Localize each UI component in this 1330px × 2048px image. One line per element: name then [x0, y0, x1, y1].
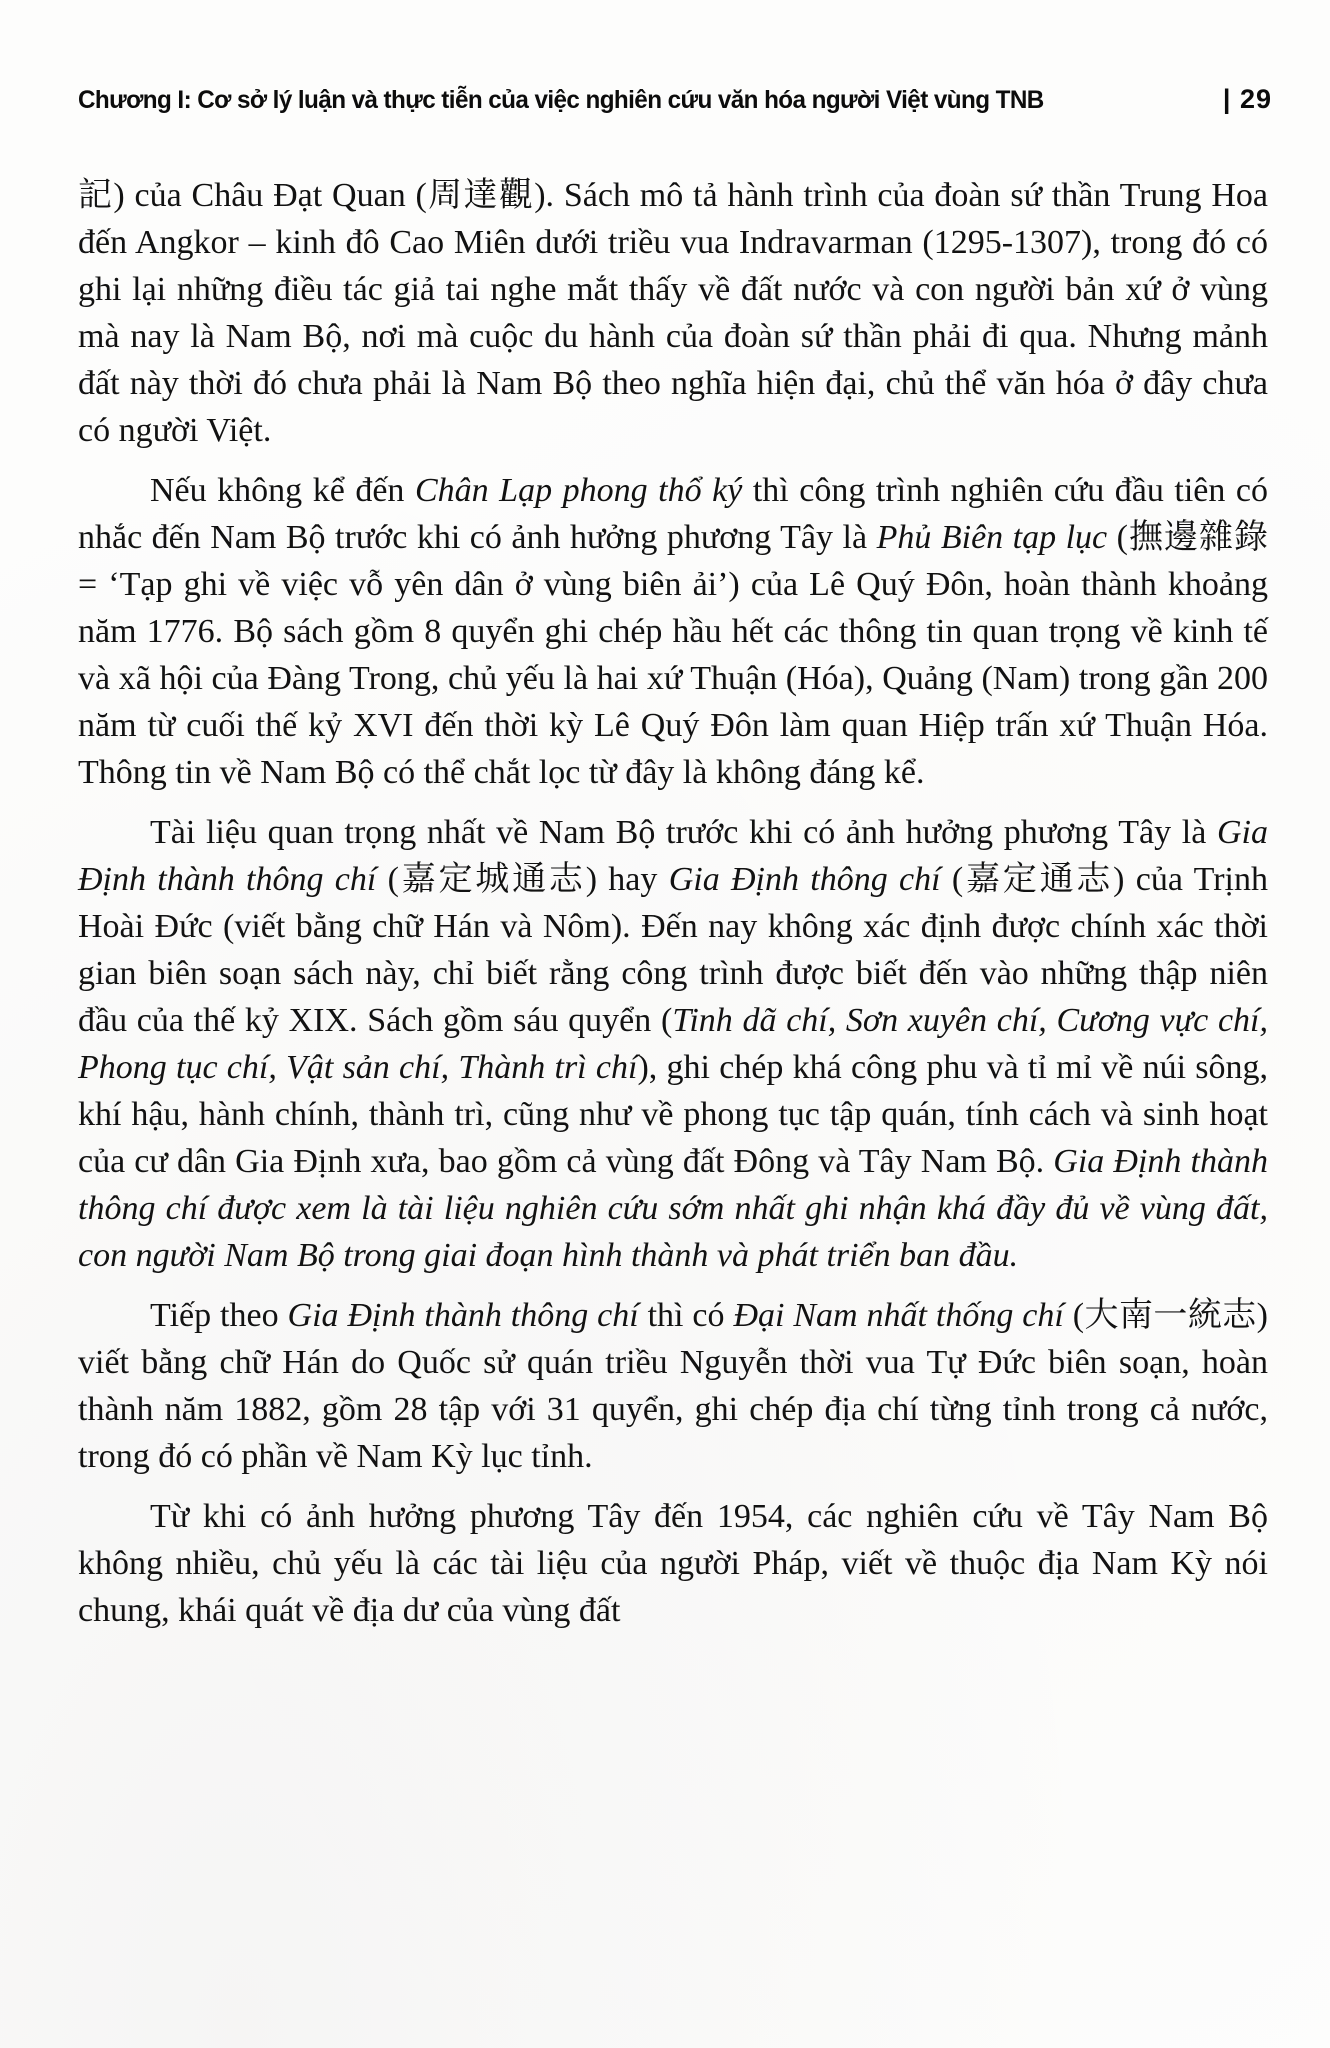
paragraph [78, 172, 1268, 454]
paragraph [78, 467, 1268, 796]
page-body [78, 172, 1268, 1647]
text-run-italic: Gia Định thành thông chí [287, 1297, 639, 1334]
text-run: (嘉定城通志) hay [376, 861, 669, 898]
page-number: | 29 [1222, 84, 1272, 114]
text-run: (嘉定通志) của Trịnh Hoài Đức (viết bằng chữ Hán và Nôm). Đến nay không xác định được chính xác thời gian biên soạn sách này, chỉ biết rằng công trình được biết đến vào những thập niên đầu của thế kỷ XIX. Sách gồm sáu quyển ( [78, 861, 1268, 1039]
text-run: 記) của Châu Đạt Quan (周達觀). Sách mô tả hành trình của đoàn sứ thần Trung Hoa đến Angkor – kinh đô Cao Miên dưới triều vua Indravarman (1295-1307), trong đó có ghi lại những điều tác giả tai nghe mắt thấy về đất nước và con người bản xứ ở vùng mà nay là Nam Bộ, nơi mà cuộc du hành của đoàn sứ thần phải đi qua. Nhưng mảnh đất này thời đó chưa phải là Nam Bộ theo nghĩa hiện đại, chủ thể văn hóa ở đây chưa có người Việt. [78, 177, 1268, 449]
text-run: Nếu không kể đến [150, 472, 415, 509]
text-run: Từ khi có ảnh hưởng phương Tây đến 1954, các nghiên cứu về Tây Nam Bộ không nhiều, chủ yếu là các tài liệu của người Pháp, viết về thuộc địa Nam Kỳ nói chung, khái quát về địa dư của vùng đất [78, 1498, 1268, 1629]
text-run: (大南一統志) viết bằng chữ Hán do Quốc sử quán triều Nguyễn thời vua Tự Đức biên soạn, hoàn thành năm 1882, gồm 28 tập với 31 quyển, ghi chép địa chí từng tỉnh trong cả nước, trong đó có phần về Nam Kỳ lục tỉnh. [78, 1297, 1268, 1475]
text-run-italic: Chân Lạp phong thổ ký [414, 472, 743, 509]
text-run-italic: Đại Nam nhất thống chí [733, 1297, 1064, 1334]
text-run: Tài liệu quan trọng nhất về Nam Bộ trước khi có ảnh hưởng phương Tây là [150, 814, 1217, 851]
paragraph [78, 809, 1268, 1279]
text-run: thì công trình nghiên cứu đầu tiên có nhắc đến Nam Bộ trước khi có ảnh hưởng phương Tây là [78, 472, 1269, 556]
text-run: ), ghi chép khá công phu và tỉ mỉ về núi sông, khí hậu, hành chính, thành trì, cũng như về phong tục tập quán, tính cách và sinh hoạt của cư dân Gia Định xưa, bao gồm cả vùng đất Đông và Tây Nam Bộ. [78, 1049, 1269, 1180]
paragraph [78, 1292, 1268, 1480]
running-head [78, 84, 1272, 115]
text-run: Tiếp theo [150, 1297, 288, 1334]
chapter-header: Chương I: Cơ sở lý luận và thực tiễn của việc nghiên cứu văn hóa người Việt vùng TNB [78, 86, 1044, 114]
text-run-italic: Phủ Biên tạp lục [876, 519, 1108, 556]
text-run-italic: Gia Định thành thông chí [78, 814, 1268, 898]
text-run-italic: Gia Định thành thông chí được xem là tài liệu nghiên cứu sớm nhất ghi nhận khá đầy đủ về vùng đất, con người Nam Bộ trong giai đoạn hình thành và phát triển ban đầu. [78, 1143, 1268, 1274]
paragraph [78, 1493, 1268, 1634]
text-run: thì có [638, 1297, 734, 1334]
text-run-italic: Tinh dã chí, Sơn xuyên chí, Cương vực chí, Phong tục chí, Vật sản chí, Thành trì chí [78, 1002, 1269, 1086]
text-run: (撫邊雜錄 = ‘Tạp ghi về việc vỗ yên dân ở vùng biên ải’) của Lê Quý Đôn, hoàn thành khoảng năm 1776. Bộ sách gồm 8 quyển ghi chép hầu hết các thông tin quan trọng về kinh tế và xã hội của Đàng Trong, chủ yếu là hai xứ Thuận (Hóa), Quảng (Nam) trong gần 200 năm từ cuối thế kỷ XVI đến thời kỳ Lê Quý Đôn làm quan Hiệp trấn xứ Thuận Hóa. Thông tin về Nam Bộ có thể chắt lọc từ đây là không đáng kể. [78, 519, 1268, 791]
text-run-italic: Gia Định thông chí [668, 861, 941, 898]
